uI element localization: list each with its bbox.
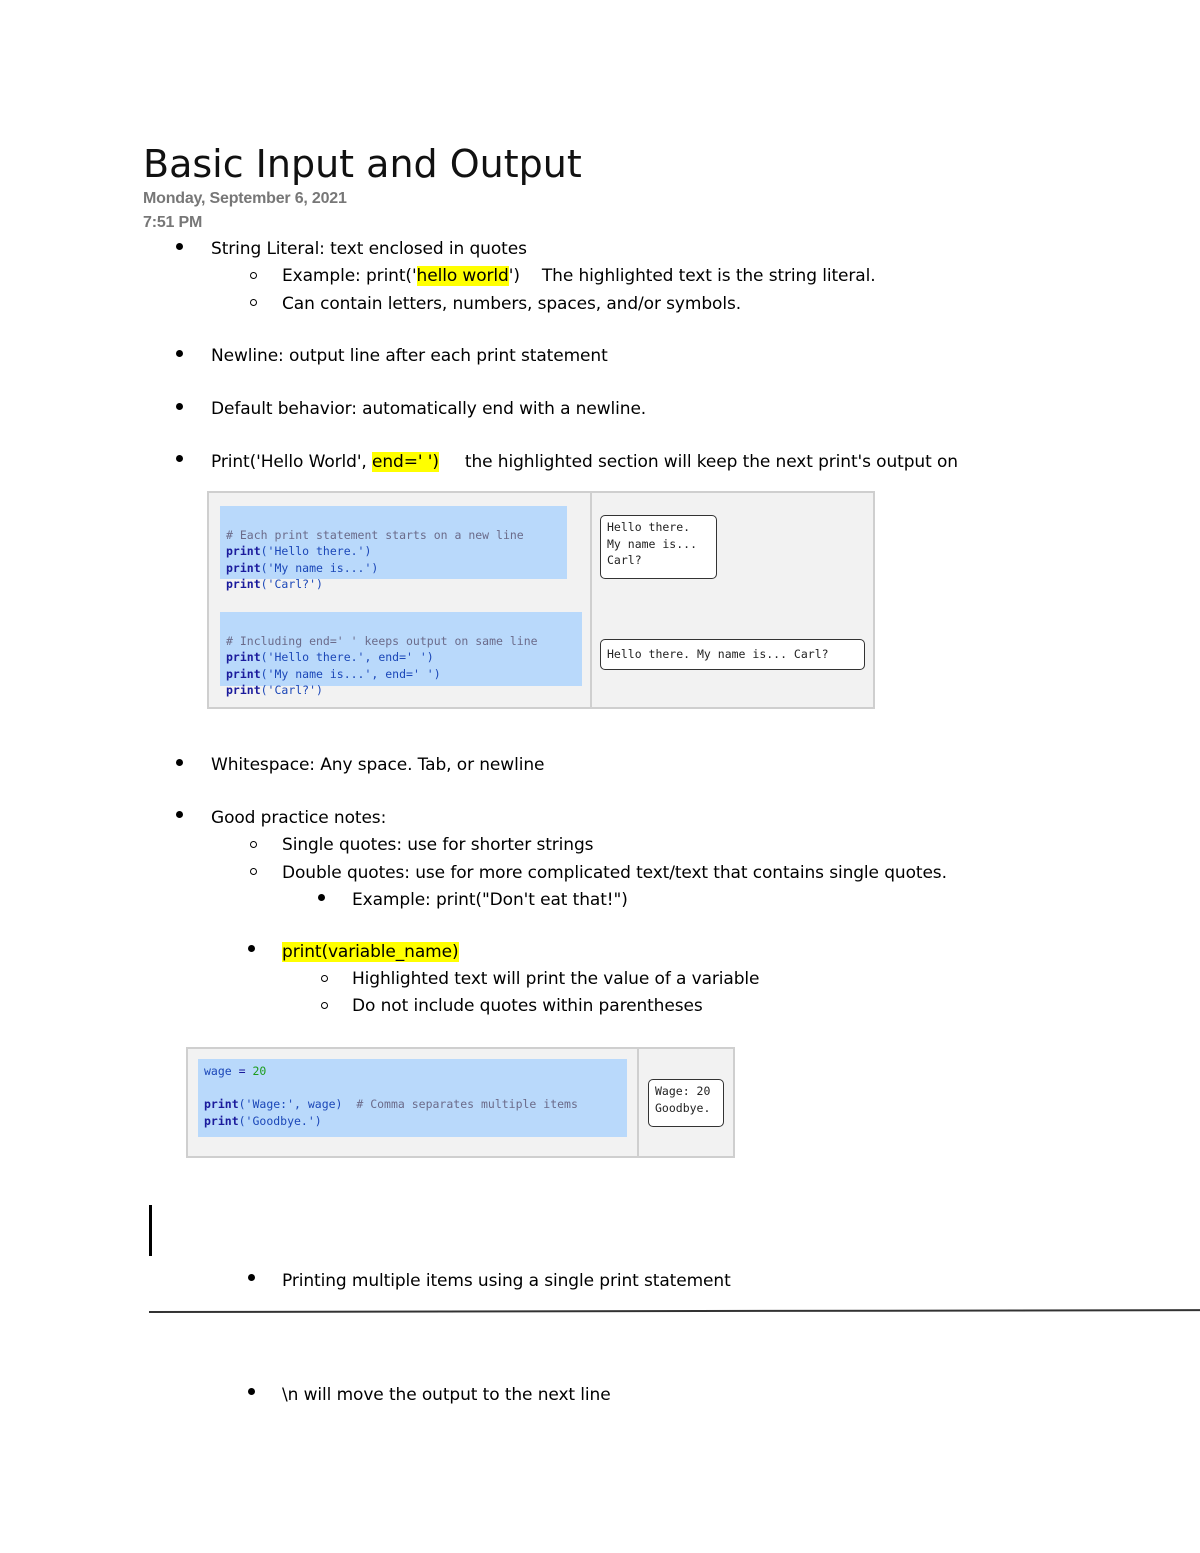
bullet-icon (176, 455, 183, 462)
page-title: Basic Input and Output (143, 142, 582, 186)
sub-bullet-icon (250, 841, 257, 848)
page-time: 7:51 PM (143, 214, 203, 231)
note-double-quotes: Double quotes: use for more complicated text/text that contains single quotes. (282, 863, 947, 883)
bullet-icon (248, 1274, 255, 1281)
note-var-1: Highlighted text will print the value of a variable (352, 969, 760, 989)
code-comment: # Comma separates multiple items (356, 1097, 578, 1111)
code-keyword: print (226, 666, 261, 681)
note-good-practice: Good practice notes: (211, 808, 387, 828)
output-box-newline (600, 515, 717, 579)
code-figure-2 (186, 1047, 735, 1158)
code-block-end (220, 612, 582, 697)
code-args: ('Hello there.') (260, 544, 372, 558)
output-line: Goodbye. (655, 1100, 711, 1115)
note-example (282, 264, 876, 288)
code-args: ('Goodbye.') (238, 1113, 322, 1128)
sub-bullet-icon (250, 299, 257, 306)
example-highlight: hello world (416, 266, 509, 286)
note-newline: Newline: output line after each print statement (211, 346, 608, 366)
note-string-literal: String Literal: text enclosed in quotes (211, 239, 527, 259)
note-newline-escape: \n will move the output to the next line (282, 1385, 611, 1405)
example-suffix: ') (508, 266, 520, 286)
code-block-newline (220, 506, 567, 591)
output-line: Hello there. (607, 520, 691, 534)
note-multiple-items: Printing multiple items using a single print statement (282, 1271, 731, 1291)
code-args: ('Wage:', wage) (238, 1097, 343, 1111)
code-figure-1 (207, 491, 875, 709)
bullet-icon (318, 894, 325, 901)
output-box-end: Hello there. My name is... Carl? (600, 639, 865, 670)
figure-divider (637, 1049, 639, 1156)
page-date: Monday, September 6, 2021 (143, 190, 347, 207)
sub-bullet-icon (250, 868, 257, 875)
code-args: ('Carl?') (260, 683, 323, 697)
output-box-variable (648, 1079, 724, 1127)
code-keyword: print (226, 683, 261, 697)
note-default: Default behavior: automatically end with a newline. (211, 399, 647, 419)
divider-line (149, 1309, 1200, 1313)
note-contain: Can contain letters, numbers, spaces, and/or symbols. (282, 294, 742, 314)
note-print-var (282, 940, 459, 964)
sub-bullet-icon (321, 1002, 328, 1009)
note-double-example: Example: print("Don't eat that!") (352, 890, 628, 910)
print-prefix: Print('Hello World', (211, 452, 373, 472)
code-keyword: print (204, 1097, 239, 1111)
example-note: The highlighted text is the string literal. (541, 266, 876, 286)
print-note: the highlighted section will keep the next print's output on (464, 452, 958, 472)
bullet-icon (176, 350, 183, 357)
output-line: Carl? (607, 553, 642, 567)
code-args: ('My name is...', end=' ') (260, 666, 441, 681)
code-keyword: print (226, 577, 261, 591)
bullet-icon (248, 1388, 255, 1395)
output-line: Wage: 20 (655, 1084, 711, 1098)
code-operator: = (231, 1064, 253, 1078)
code-block-variable (198, 1059, 627, 1137)
code-keyword: print (204, 1113, 239, 1128)
code-var: wage (204, 1064, 232, 1078)
bullet-icon (248, 945, 255, 952)
code-args: ('My name is...') (260, 560, 379, 575)
bullet-icon (176, 243, 183, 250)
output-line: My name is... (607, 536, 698, 551)
print-highlight: end=' ') (372, 452, 439, 472)
bullet-icon (176, 403, 183, 410)
figure-divider (590, 493, 592, 707)
code-args: ('Carl?') (260, 577, 323, 591)
code-number: 20 (252, 1064, 267, 1078)
example-prefix: Example: print(' (282, 266, 417, 286)
print-var-highlight: print(variable_name) (282, 942, 459, 962)
note-var-2: Do not include quotes within parentheses (352, 996, 703, 1016)
note-whitespace: Whitespace: Any space. Tab, or newline (211, 755, 545, 775)
code-args: ('Hello there.', end=' ') (260, 650, 434, 664)
code-keyword: print (226, 560, 261, 575)
note-print-end (211, 450, 958, 474)
code-keyword: print (226, 544, 261, 558)
bullet-icon (176, 759, 183, 766)
sub-bullet-icon (321, 975, 328, 982)
code-comment: # Including end=' ' keeps output on same line (226, 633, 538, 648)
text-cursor (149, 1205, 152, 1256)
sub-bullet-icon (250, 272, 257, 279)
code-comment: # Each print statement starts on a new line (226, 527, 524, 542)
code-keyword: print (226, 650, 261, 664)
note-single-quotes: Single quotes: use for shorter strings (282, 835, 594, 855)
bullet-icon (176, 811, 183, 818)
